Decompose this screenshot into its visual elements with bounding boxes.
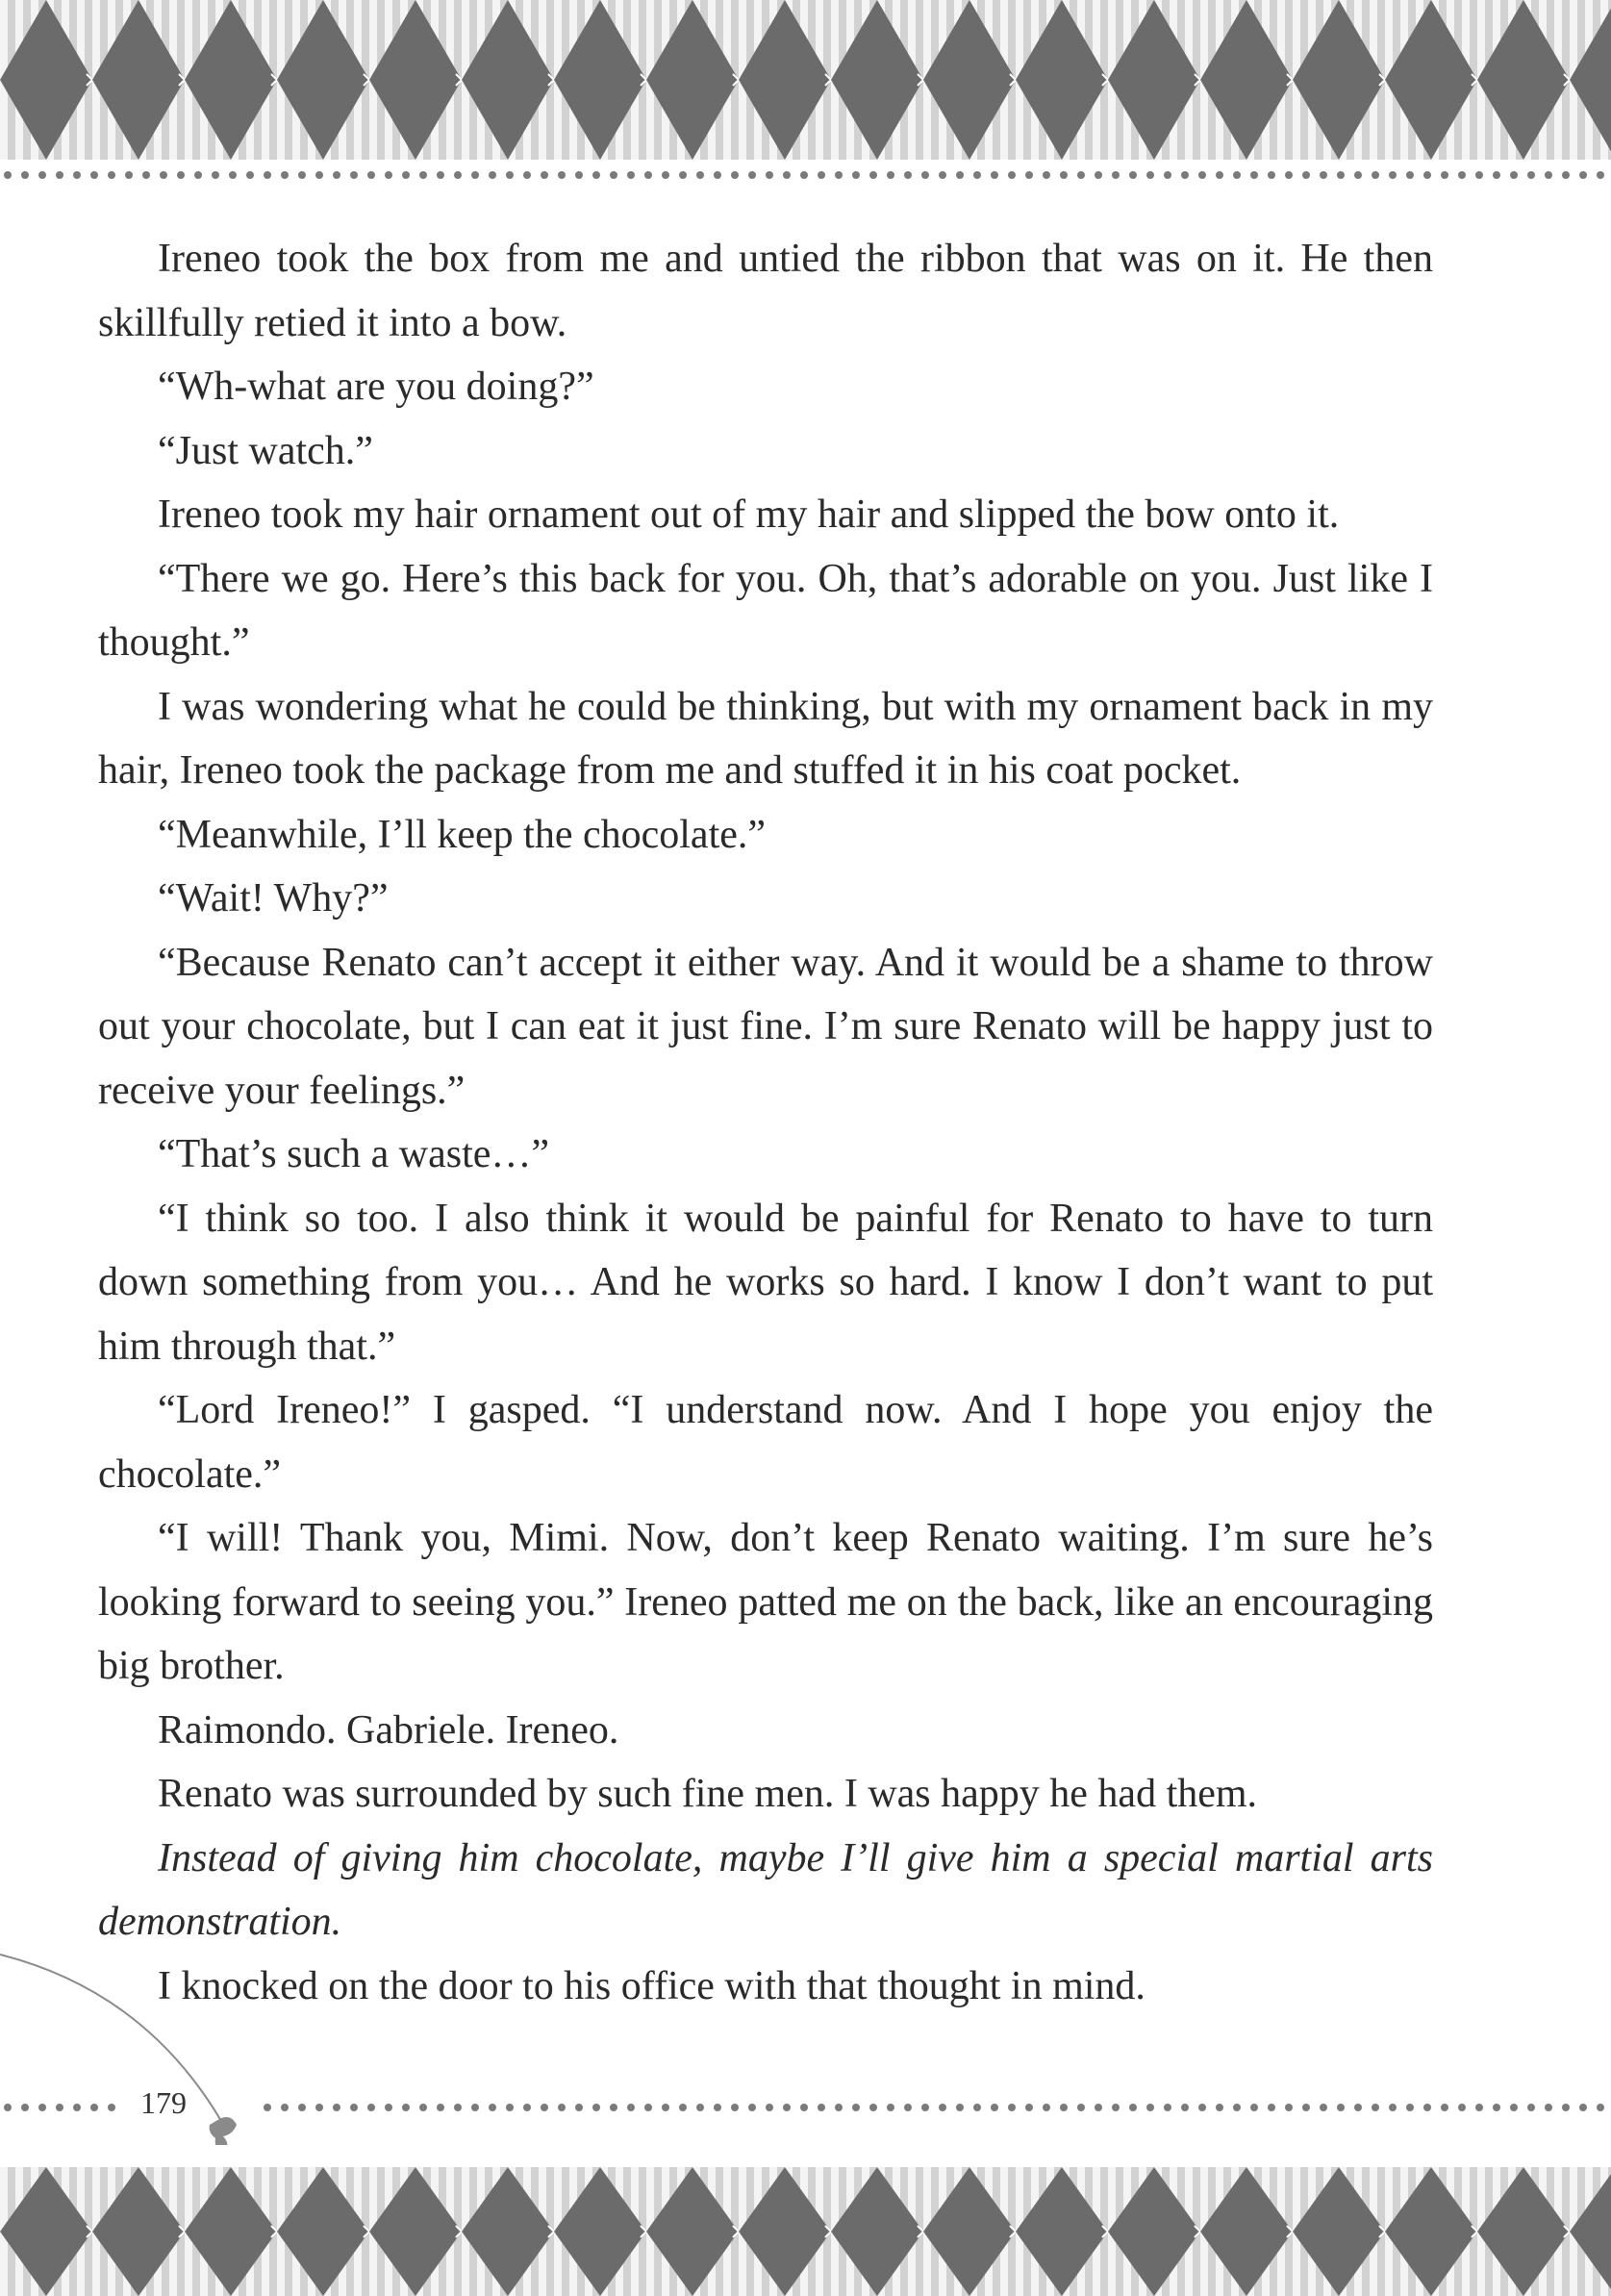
dot (592, 171, 600, 179)
paragraph: “That’s such a waste…” (158, 1132, 550, 1176)
dot (1146, 2104, 1154, 2111)
dot (523, 2104, 531, 2111)
paragraph: “Lord Ireneo!” I gasped. “I understand now. And I hope you enjoy the chocolate.” (98, 1388, 1433, 1497)
page-number: 179 (140, 2085, 187, 2120)
dot (1493, 171, 1500, 179)
dot (973, 2104, 981, 2111)
dot (852, 2104, 860, 2111)
dot (437, 2104, 444, 2111)
paragraph: Ireneo took the box from me and untied the ribbon that was on it. He then skillfully retied it into a bow. (98, 237, 1433, 345)
dot (1008, 171, 1016, 179)
diamond-shape (1477, 0, 1570, 160)
dot (56, 2104, 63, 2111)
dot (1112, 2104, 1120, 2111)
dot (246, 171, 254, 179)
bottom-dotted-rule (0, 2101, 1611, 2114)
dot (800, 2104, 808, 2111)
diamond-shape (1477, 2167, 1570, 2296)
dot (939, 2104, 946, 2111)
dot (281, 171, 289, 179)
dot (402, 171, 410, 179)
dot (1129, 171, 1137, 179)
dot (1043, 2104, 1050, 2111)
dot (1423, 2104, 1431, 2111)
dot (575, 171, 583, 179)
dot (108, 171, 115, 179)
dot (489, 2104, 496, 2111)
diamond-shape (1200, 2167, 1293, 2296)
dot (852, 171, 860, 179)
dot (1372, 2104, 1379, 2111)
diamond-shape (0, 0, 92, 160)
top-argyle-border (0, 0, 1611, 160)
diamond-shape (554, 0, 646, 160)
dot (108, 2104, 115, 2111)
paragraph: Renato was surrounded by such fine men. I was happy he had them. (158, 1772, 1258, 1816)
dot (627, 171, 635, 179)
dot (1579, 2104, 1587, 2111)
top-diamond-pattern (0, 0, 1611, 160)
diamond-shape (1570, 0, 1611, 160)
dot (766, 171, 773, 179)
dot (1095, 171, 1102, 179)
diamond-shape (646, 2167, 739, 2296)
dot (558, 171, 566, 179)
dot (385, 2104, 392, 2111)
diamond-shape (1385, 0, 1477, 160)
dot (783, 171, 791, 179)
dot (264, 171, 271, 179)
dot (1164, 2104, 1171, 2111)
dot (714, 171, 721, 179)
dot (679, 171, 687, 179)
dot (298, 171, 306, 179)
dot (1597, 171, 1604, 179)
diamond-shape (1016, 2167, 1108, 2296)
dot (1545, 171, 1552, 179)
dot (315, 2104, 323, 2111)
paragraph: Raimondo. Gabriele. Ireneo. (158, 1707, 619, 1753)
dot (904, 171, 912, 179)
dot (1320, 2104, 1327, 2111)
diamond-shape (1293, 2167, 1385, 2296)
dot (904, 2104, 912, 2111)
dot (1510, 171, 1518, 179)
dot (1025, 171, 1033, 179)
dot (662, 2104, 669, 2111)
dot (610, 2104, 617, 2111)
dot (1268, 171, 1275, 179)
dot (385, 171, 392, 179)
diamond-shape (1293, 0, 1385, 160)
dot (1146, 171, 1154, 179)
dot (419, 171, 427, 179)
dot (523, 171, 531, 179)
dot (1423, 171, 1431, 179)
diamond-shape (277, 2167, 369, 2296)
dot (419, 2104, 427, 2111)
dot (350, 171, 358, 179)
diamond-shape (1108, 0, 1200, 160)
dot (1302, 2104, 1310, 2111)
diamond-shape (0, 2167, 92, 2296)
dot (1527, 2104, 1535, 2111)
dot (1389, 171, 1397, 179)
dot (1597, 2104, 1604, 2111)
paragraph: “There we go. Here’s this back for you. Oh, that’s adorable on you. Just like I thought.” (98, 556, 1433, 665)
dot (38, 171, 46, 179)
dot (73, 2104, 81, 2111)
diamond-shape (277, 0, 369, 160)
paragraph: “I think so too. I also think it would be painful for Renato to have to turn down something from you… And he works so hard. I know I don’t want to put him through that.” (98, 1196, 1433, 1369)
dot (1112, 171, 1120, 179)
dot (1458, 2104, 1466, 2111)
dot (1562, 171, 1570, 179)
dot (454, 2104, 462, 2111)
bottom-diamond-pattern (0, 2167, 1611, 2296)
dot (489, 171, 496, 179)
paragraph: “I will! Thank you, Mimi. Now, don’t keep Renato waiting. I’m sure he’s looking forward to seeing you.” Ireneo patted me on the back, like an encouraging big brother. (98, 1516, 1433, 1688)
dot (212, 171, 219, 179)
diamond-shape (92, 2167, 185, 2296)
dot (558, 2104, 566, 2111)
diamond-shape (831, 2167, 923, 2296)
dot (869, 2104, 877, 2111)
diamond-shape (1200, 0, 1293, 160)
dot (21, 2104, 29, 2111)
diamond-shape (923, 2167, 1016, 2296)
dot (1008, 2104, 1016, 2111)
dot (1337, 171, 1345, 179)
dot (1302, 171, 1310, 179)
dot (73, 171, 81, 179)
dot (748, 171, 756, 179)
dot (1285, 171, 1293, 179)
dot (696, 171, 704, 179)
diamond-shape (462, 2167, 554, 2296)
dot (921, 2104, 929, 2111)
dot (367, 2104, 375, 2111)
diamond-shape (554, 2167, 646, 2296)
dot (1475, 2104, 1483, 2111)
paragraph: “Meanwhile, I’ll keep the chocolate.” (158, 812, 767, 857)
dot (350, 2104, 358, 2111)
dot (835, 2104, 843, 2111)
diamond-shape (92, 0, 185, 160)
dot (1441, 171, 1448, 179)
dot (610, 171, 617, 179)
diamond-shape (1570, 2167, 1611, 2296)
dot (1562, 2104, 1570, 2111)
dot (142, 171, 150, 179)
dot (1181, 2104, 1189, 2111)
dot (679, 2104, 687, 2111)
dot (921, 171, 929, 179)
dot (1354, 171, 1362, 179)
dot (454, 171, 462, 179)
dot (835, 171, 843, 179)
dot (90, 2104, 98, 2111)
dot (575, 2104, 583, 2111)
dot (298, 2104, 306, 2111)
dot (1216, 2104, 1223, 2111)
dot (1181, 171, 1189, 179)
dot (1389, 2104, 1397, 2111)
dot (506, 171, 514, 179)
dot (4, 171, 12, 179)
diamond-shape (739, 0, 831, 160)
diamond-shape (1108, 2167, 1200, 2296)
dot (1579, 171, 1587, 179)
dot (402, 2104, 410, 2111)
dot (56, 171, 63, 179)
dot (1406, 2104, 1414, 2111)
diamond-shape (1385, 2167, 1477, 2296)
diamond-shape (1016, 0, 1108, 160)
dot (1025, 2104, 1033, 2111)
top-dotted-rule (0, 168, 1611, 182)
diamond-shape (739, 2167, 831, 2296)
dot (1354, 2104, 1362, 2111)
page-body-text (98, 227, 1433, 2018)
dot (592, 2104, 600, 2111)
dot (506, 2104, 514, 2111)
dot (1510, 2104, 1518, 2111)
dot (1233, 171, 1241, 179)
dot (4, 2104, 12, 2111)
dot (38, 2104, 46, 2111)
dot (471, 2104, 479, 2111)
dot (1077, 2104, 1085, 2111)
paragraph: “Wh-what are you doing?” (158, 365, 594, 409)
dot (1198, 171, 1206, 179)
dot (783, 2104, 791, 2111)
bottom-argyle-border (0, 2167, 1611, 2296)
dot (731, 171, 739, 179)
dot (956, 171, 964, 179)
dot (662, 171, 669, 179)
paragraph: “Because Renato can’t accept it either way. And it would be a shame to throw out your chocolate, but I can eat it just fine. I’m sure Renato will be happy just to receive your feelings.” (98, 940, 1433, 1113)
diamond-shape (369, 0, 462, 160)
paragraph: “Just watch.” (158, 428, 373, 473)
dot (1250, 171, 1258, 179)
dot (644, 171, 652, 179)
dot (367, 171, 375, 179)
dot (315, 171, 323, 179)
diamond-shape (923, 0, 1016, 160)
dot (1216, 171, 1223, 179)
dot (1198, 2104, 1206, 2111)
dot (1406, 171, 1414, 179)
dot (627, 2104, 635, 2111)
dot (541, 2104, 548, 2111)
dot (194, 171, 202, 179)
dot (1441, 2104, 1448, 2111)
dot (991, 2104, 998, 2111)
dot (887, 2104, 894, 2111)
dot (437, 171, 444, 179)
paragraph: “Wait! Why?” (158, 876, 389, 921)
dot (160, 171, 167, 179)
dot (800, 171, 808, 179)
dot (1250, 2104, 1258, 2111)
dot (1372, 171, 1379, 179)
paragraph: I was wondering what he could be thinking, but with my ornament back in my hair, Ireneo took the package from me and stuffed it in his coat pocket. (98, 684, 1433, 793)
dot (1458, 171, 1466, 179)
dot (1545, 2104, 1552, 2111)
dot (731, 2104, 739, 2111)
dot (1233, 2104, 1241, 2111)
dot (714, 2104, 721, 2111)
diamond-shape (462, 0, 554, 160)
dot (1129, 2104, 1137, 2111)
italic-thought-paragraph: Instead of giving him chocolate, maybe I’ll give him a special martial arts demonstration. (98, 1835, 1433, 1944)
dot (177, 171, 185, 179)
diamond-shape (185, 0, 277, 160)
dot (1285, 2104, 1293, 2111)
dot (887, 171, 894, 179)
diamond-shape (369, 2167, 462, 2296)
dot (818, 2104, 825, 2111)
dot (956, 2104, 964, 2111)
dot (748, 2104, 756, 2111)
diamond-shape (646, 0, 739, 160)
dot (541, 171, 548, 179)
dot (1060, 171, 1068, 179)
dot (333, 171, 340, 179)
dot (21, 171, 29, 179)
dot (696, 2104, 704, 2111)
dot (125, 171, 133, 179)
dot (644, 2104, 652, 2111)
dot (1095, 2104, 1102, 2111)
dot (939, 171, 946, 179)
dot (818, 171, 825, 179)
paragraph: Ireneo took my hair ornament out of my hair and slipped the bow onto it. (158, 492, 1340, 537)
dot (1493, 2104, 1500, 2111)
dot (1268, 2104, 1275, 2111)
paragraph: I knocked on the door to his office with that thought in mind. (158, 1963, 1145, 2008)
dot (973, 171, 981, 179)
dot (1043, 171, 1050, 179)
dot (766, 2104, 773, 2111)
dot (1527, 171, 1535, 179)
dot (1077, 171, 1085, 179)
dot (90, 171, 98, 179)
dot (1164, 171, 1171, 179)
dot (1320, 171, 1327, 179)
dot (869, 171, 877, 179)
dot (333, 2104, 340, 2111)
dot (229, 171, 237, 179)
diamond-shape (831, 0, 923, 160)
dot (991, 171, 998, 179)
diamond-shape (185, 2167, 277, 2296)
dot (1060, 2104, 1068, 2111)
dot (1475, 171, 1483, 179)
dot (281, 2104, 289, 2111)
dot (471, 171, 479, 179)
dot (1337, 2104, 1345, 2111)
dot (264, 2104, 271, 2111)
